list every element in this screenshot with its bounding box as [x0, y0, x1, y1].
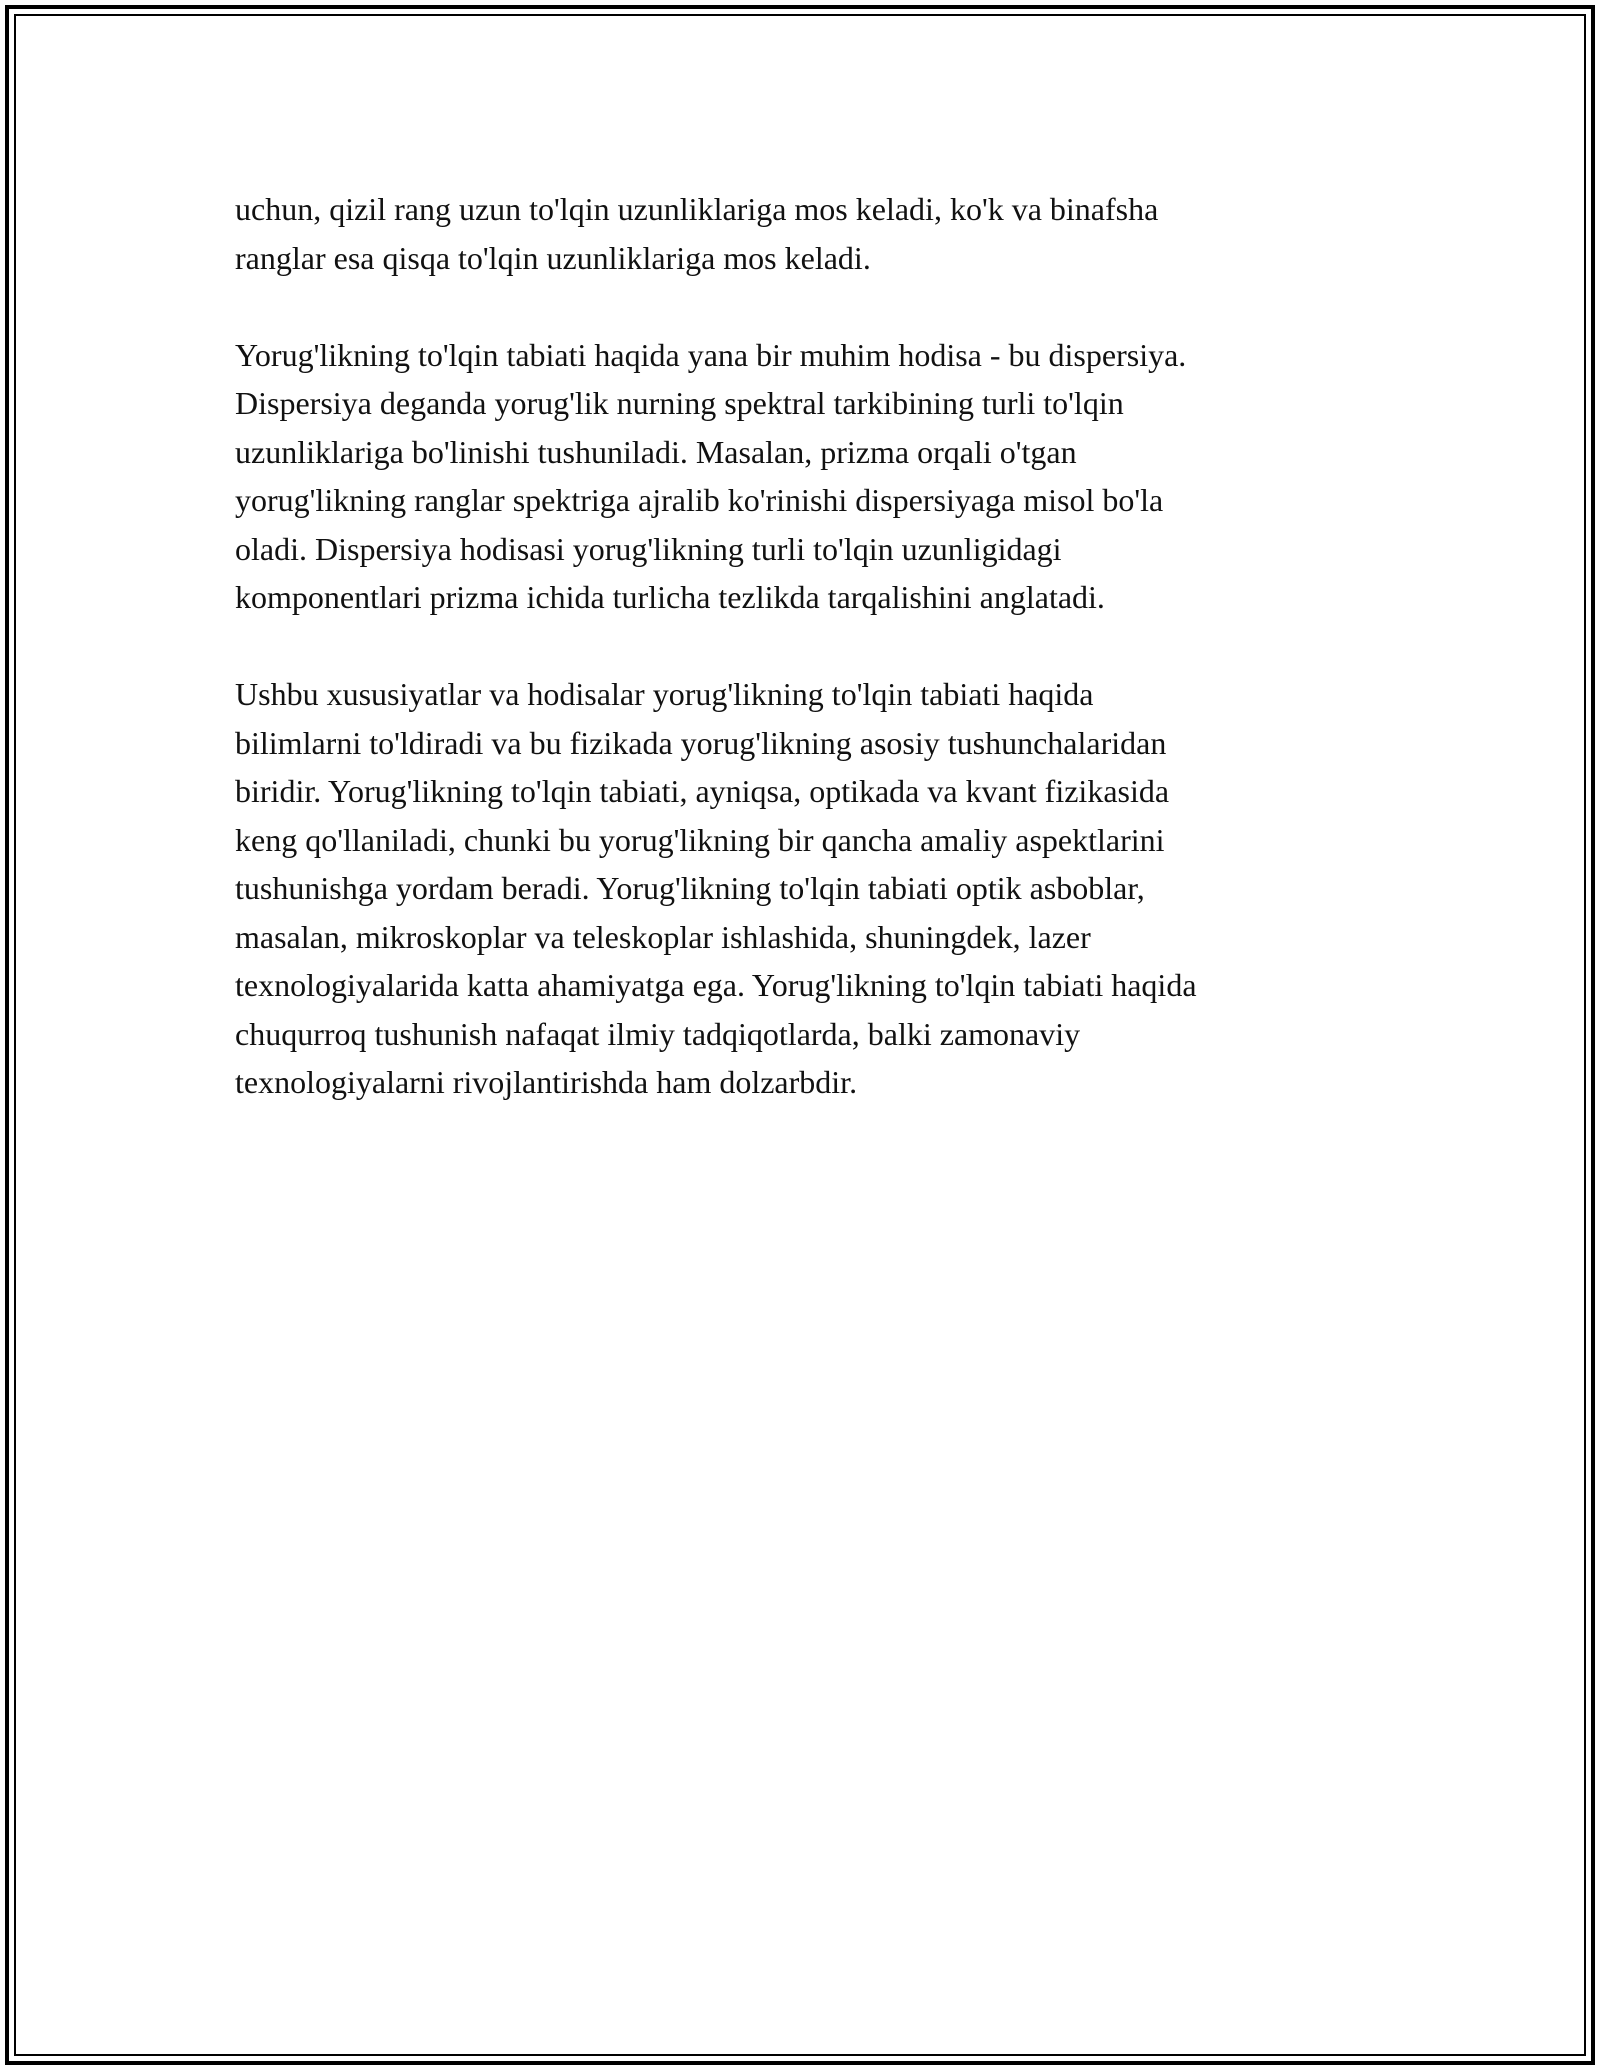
paragraph-2: Yorug'likning to'lqin tabiati haqida yana bir muhim hodisa - bu dispersiya. Dispersiya deganda yorug'lik nurning spektral tarkibining turli to'lqin uzunliklariga bo'linishi tushuniladi. Masalan, prizma orqali o'tgan yorug'likning ranglar spektriga ajralib ko'rinishi dispersiyaga misol bo'la oladi. Dispersiya hodisasi yorug'likning turli to'lqin uzunligidagi komponentlari prizma ichida turlicha tezlikda tarqalishini anglatadi.: [235, 336, 1187, 615]
paragraph-1: uchun, qizil rang uzun to'lqin uzunliklariga mos keladi, ko'k va binafsha ranglar esa qisqa to'lqin uzunliklariga mos keladi.: [235, 191, 1159, 276]
document-body: [235, 185, 1365, 1155]
paragraph-3: Ushbu xususiyatlar va hodisalar yorug'likning to'lqin tabiati haqida bilimlarni to'ldiradi va bu fizikada yorug'likning asosiy tushunchalaridan biridir. Yorug'likning to'lqin tabiati, ayniqsa, optikada va kvant fizikasida keng qo'llaniladi, chunki bu yorug'likning bir qancha amaliy aspektlarini tushunishga yordam beradi. Yorug'likning to'lqin tabiati optik asboblar, masalan, mikroskoplar va teleskoplar ishlashida, shuningdek, lazer texnologiyalarida katta ahamiyatga ega. Yorug'likning to'lqin tabiati haqida chuqurroq tushunish nafaqat ilmiy tadqiqotlarda, balki zamonaviy texnologiyalarni rivojlantirishda ham dolzarbdir.: [235, 676, 1197, 1100]
